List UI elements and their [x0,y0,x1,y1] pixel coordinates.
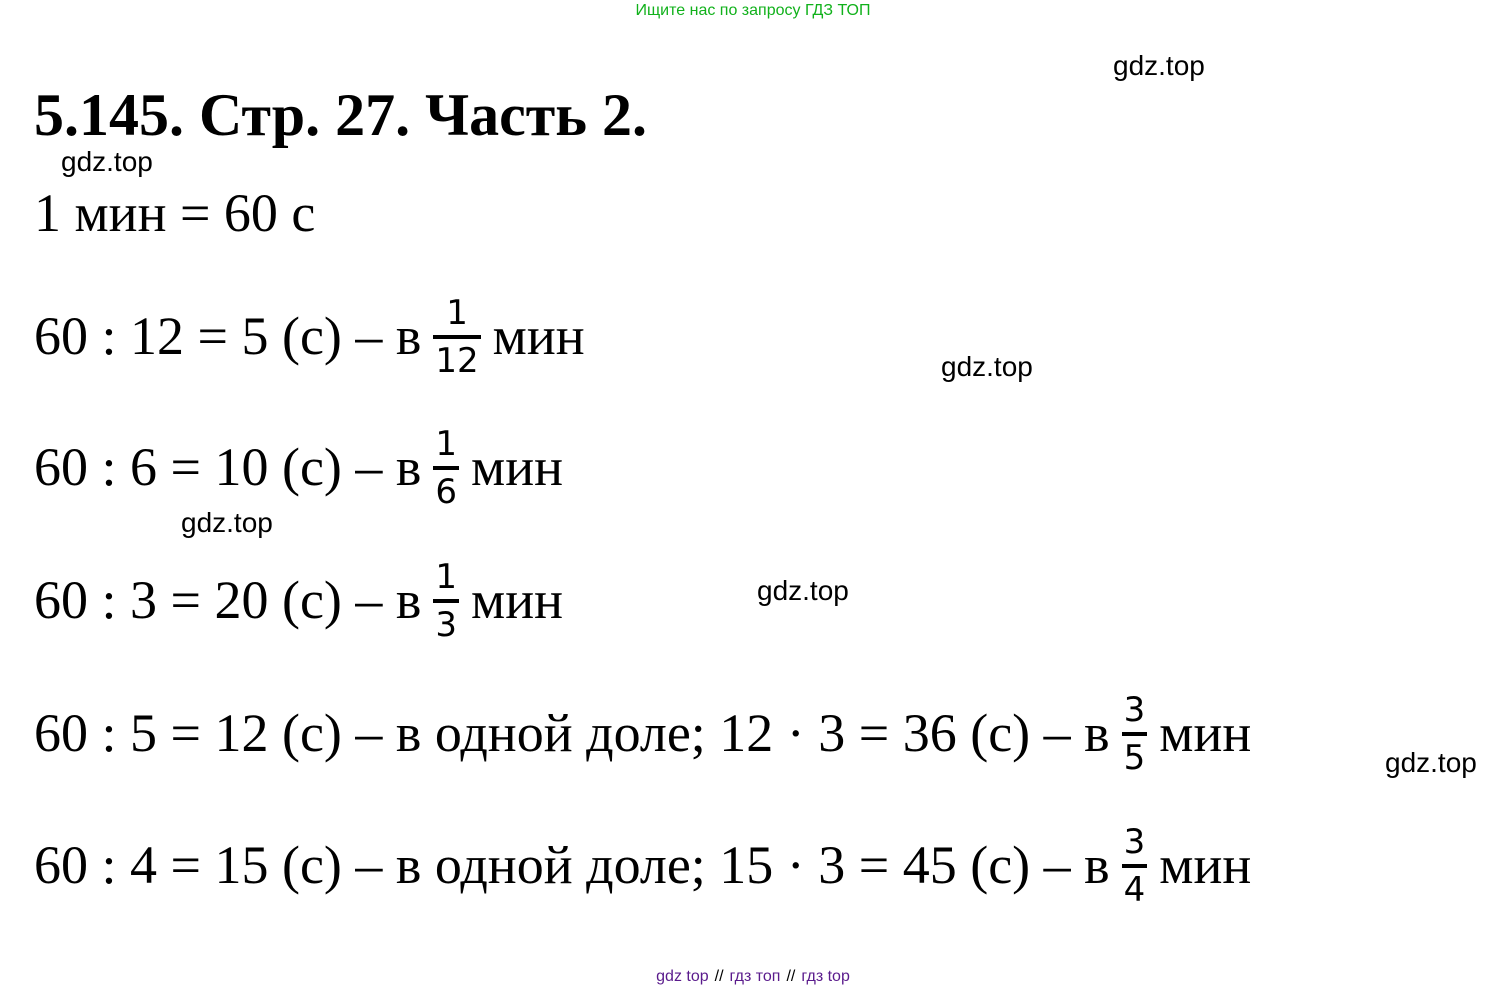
line-unit: мин [1159,703,1252,763]
fraction-numerator: 1 [435,557,458,597]
footer-separator: // [786,968,796,985]
solution-line [34,292,585,380]
watermark: gdz.top [757,575,849,606]
footer-separator: // [714,968,724,985]
fraction [1122,822,1148,910]
solution-line [34,423,563,511]
fraction-denominator: 12 [435,341,479,381]
fraction-denominator: 5 [1123,738,1146,778]
fraction-numerator: 3 [1123,690,1146,730]
watermark: gdz.top [61,146,153,177]
line-text: 60 : 12 = 5 (с) – в [34,306,422,366]
fraction [433,293,480,381]
fraction [433,557,459,645]
line-text: 60 : 6 = 10 (с) – в [34,437,422,497]
fraction-denominator: 4 [1123,870,1146,910]
watermark: gdz.top [1113,50,1205,81]
footer [0,967,1506,987]
intro-line [34,181,315,245]
fraction [1122,690,1148,778]
fraction-numerator: 3 [1123,822,1146,862]
watermark: gdz.top [941,351,1033,382]
line-text: 60 : 4 = 15 (с) – в одной доле; 15 · 3 = 45 (с) – в [34,835,1110,895]
fraction-bar [1122,864,1148,868]
fraction-bar [433,466,459,470]
fraction [433,424,459,512]
fraction-numerator: 1 [446,293,468,333]
line-unit: мин [471,437,563,497]
watermark: gdz.top [181,507,273,538]
line-text: 60 : 3 = 20 (с) – в [34,570,422,630]
top-banner: Ищите нас по запросу ГДЗ ТОП [635,2,871,19]
solution-line [34,689,1251,777]
fraction-bar [1122,732,1148,736]
page-title: 5.145. Стр. 27. Часть 2. [34,82,647,148]
solution-line [34,556,563,644]
footer-link-gdz-top-ru[interactable]: гдз топ [729,968,781,985]
fraction-bar [433,335,480,339]
footer-link-gdz-top-mixed[interactable]: гдз top [801,968,850,985]
fraction-denominator: 3 [435,605,458,645]
fraction-denominator: 6 [435,472,458,512]
watermark: gdz.top [1385,747,1477,778]
line-text: 60 : 5 = 12 (с) – в одной доле; 12 · 3 = 36 (с) – в [34,703,1110,763]
footer-link-gdz-top[interactable]: gdz top [656,968,709,985]
line-unit: мин [1159,835,1252,895]
intro-text: 1 мин = 60 с [34,183,316,243]
line-unit: мин [492,306,585,366]
fraction-bar [433,599,459,603]
solution-line [34,821,1251,909]
line-unit: мин [471,570,563,630]
fraction-numerator: 1 [435,424,458,464]
